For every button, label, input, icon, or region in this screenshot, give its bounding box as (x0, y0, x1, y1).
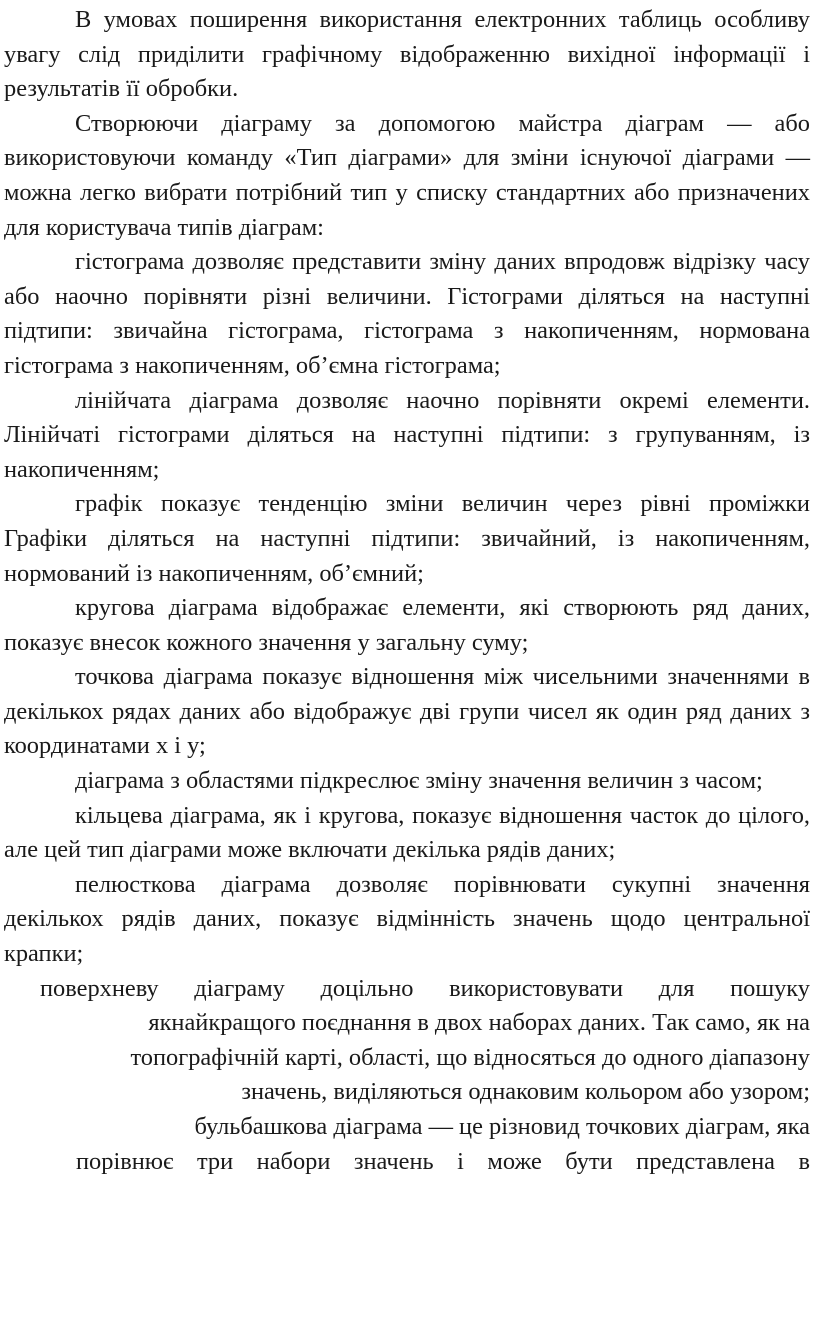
surface-line: поверхневу діаграму доцільно використовувати для пошуку (40, 974, 810, 1002)
paragraph-scatter-chart: точкова діаграма показує відношення між чисельними значеннями в декількох рядах даних або відображує дві групи чисел як один ряд даних з координатами х і у; (4, 663, 810, 760)
paragraph-doughnut-chart: кільцева діаграма, як і кругова, показує відношення часток до цілого, але цей тип діаграми може включати декілька рядів даних; (4, 801, 810, 864)
paragraph-bar-chart: лінійчата діаграма дозволяє наочно порівняти окремі елементи. Лінійчаті гістограми діляться на наступні підтипи: з групуванням, із накопиченням; (4, 386, 810, 483)
surface-line: значень, виділяються однаковим кольором або узором; (241, 1078, 810, 1106)
paragraph-intro: В умовах поширення використання електронних таблиць особливу увагу слід приділити графічному відображенню вихідної інформації і результатів її обробки. (4, 6, 810, 103)
paragraph-radar-chart: пелюсткова діаграма дозволяє порівнювати сукупні значення декількох рядів даних, показує відмінність значень щодо центральної крапки; (4, 870, 810, 968)
paragraph-bubble-chart (4, 1110, 810, 1179)
paragraph-histogram: гістограма дозволяє представити зміну даних впродовж відрізку часу або наочно порівняти різні величини. Гістограми діляться на наступні підтипи: звичайна гістограма, гістограма з накопиченням, нормована гістограма з накопиченням, об’ємна гістограма; (4, 248, 810, 379)
paragraph-chart-wizard: Створюючи діаграму за допомогою майстра діаграм — або використовуючи команду «Тип діаграми» для зміни існуючої діаграми — можна легко вибрати потрібний тип у списку стандартних або призначених для користувача типів діаграм: (4, 109, 810, 241)
bubble-line: порівнює три набори значень і може бути представлена в (76, 1147, 810, 1175)
surface-line: топографічній карті, області, що відносяться до одного діапазону (130, 1043, 810, 1071)
surface-line: якнайкращого поєднання в двох наборах даних. Так само, як на (148, 1009, 810, 1037)
paragraph-area-chart: діаграма з областями підкреслює зміну значення величин з часом; (75, 767, 763, 795)
bubble-line: бульбашкова діаграма — це різновид точкових діаграм, яка (194, 1113, 810, 1140)
paragraph-line-chart: графік показує тенденцію зміни величин через рівні проміжки Графіки діляться на наступні підтипи: звичайний, із накопиченням, нормований із накопиченням, об’ємний; (4, 490, 810, 587)
paragraph-surface-chart (4, 972, 810, 1110)
paragraph-pie-chart: кругова діаграма відображає елементи, які створюють ряд даних, показує внесок кожного значення у загальну суму; (4, 594, 810, 656)
